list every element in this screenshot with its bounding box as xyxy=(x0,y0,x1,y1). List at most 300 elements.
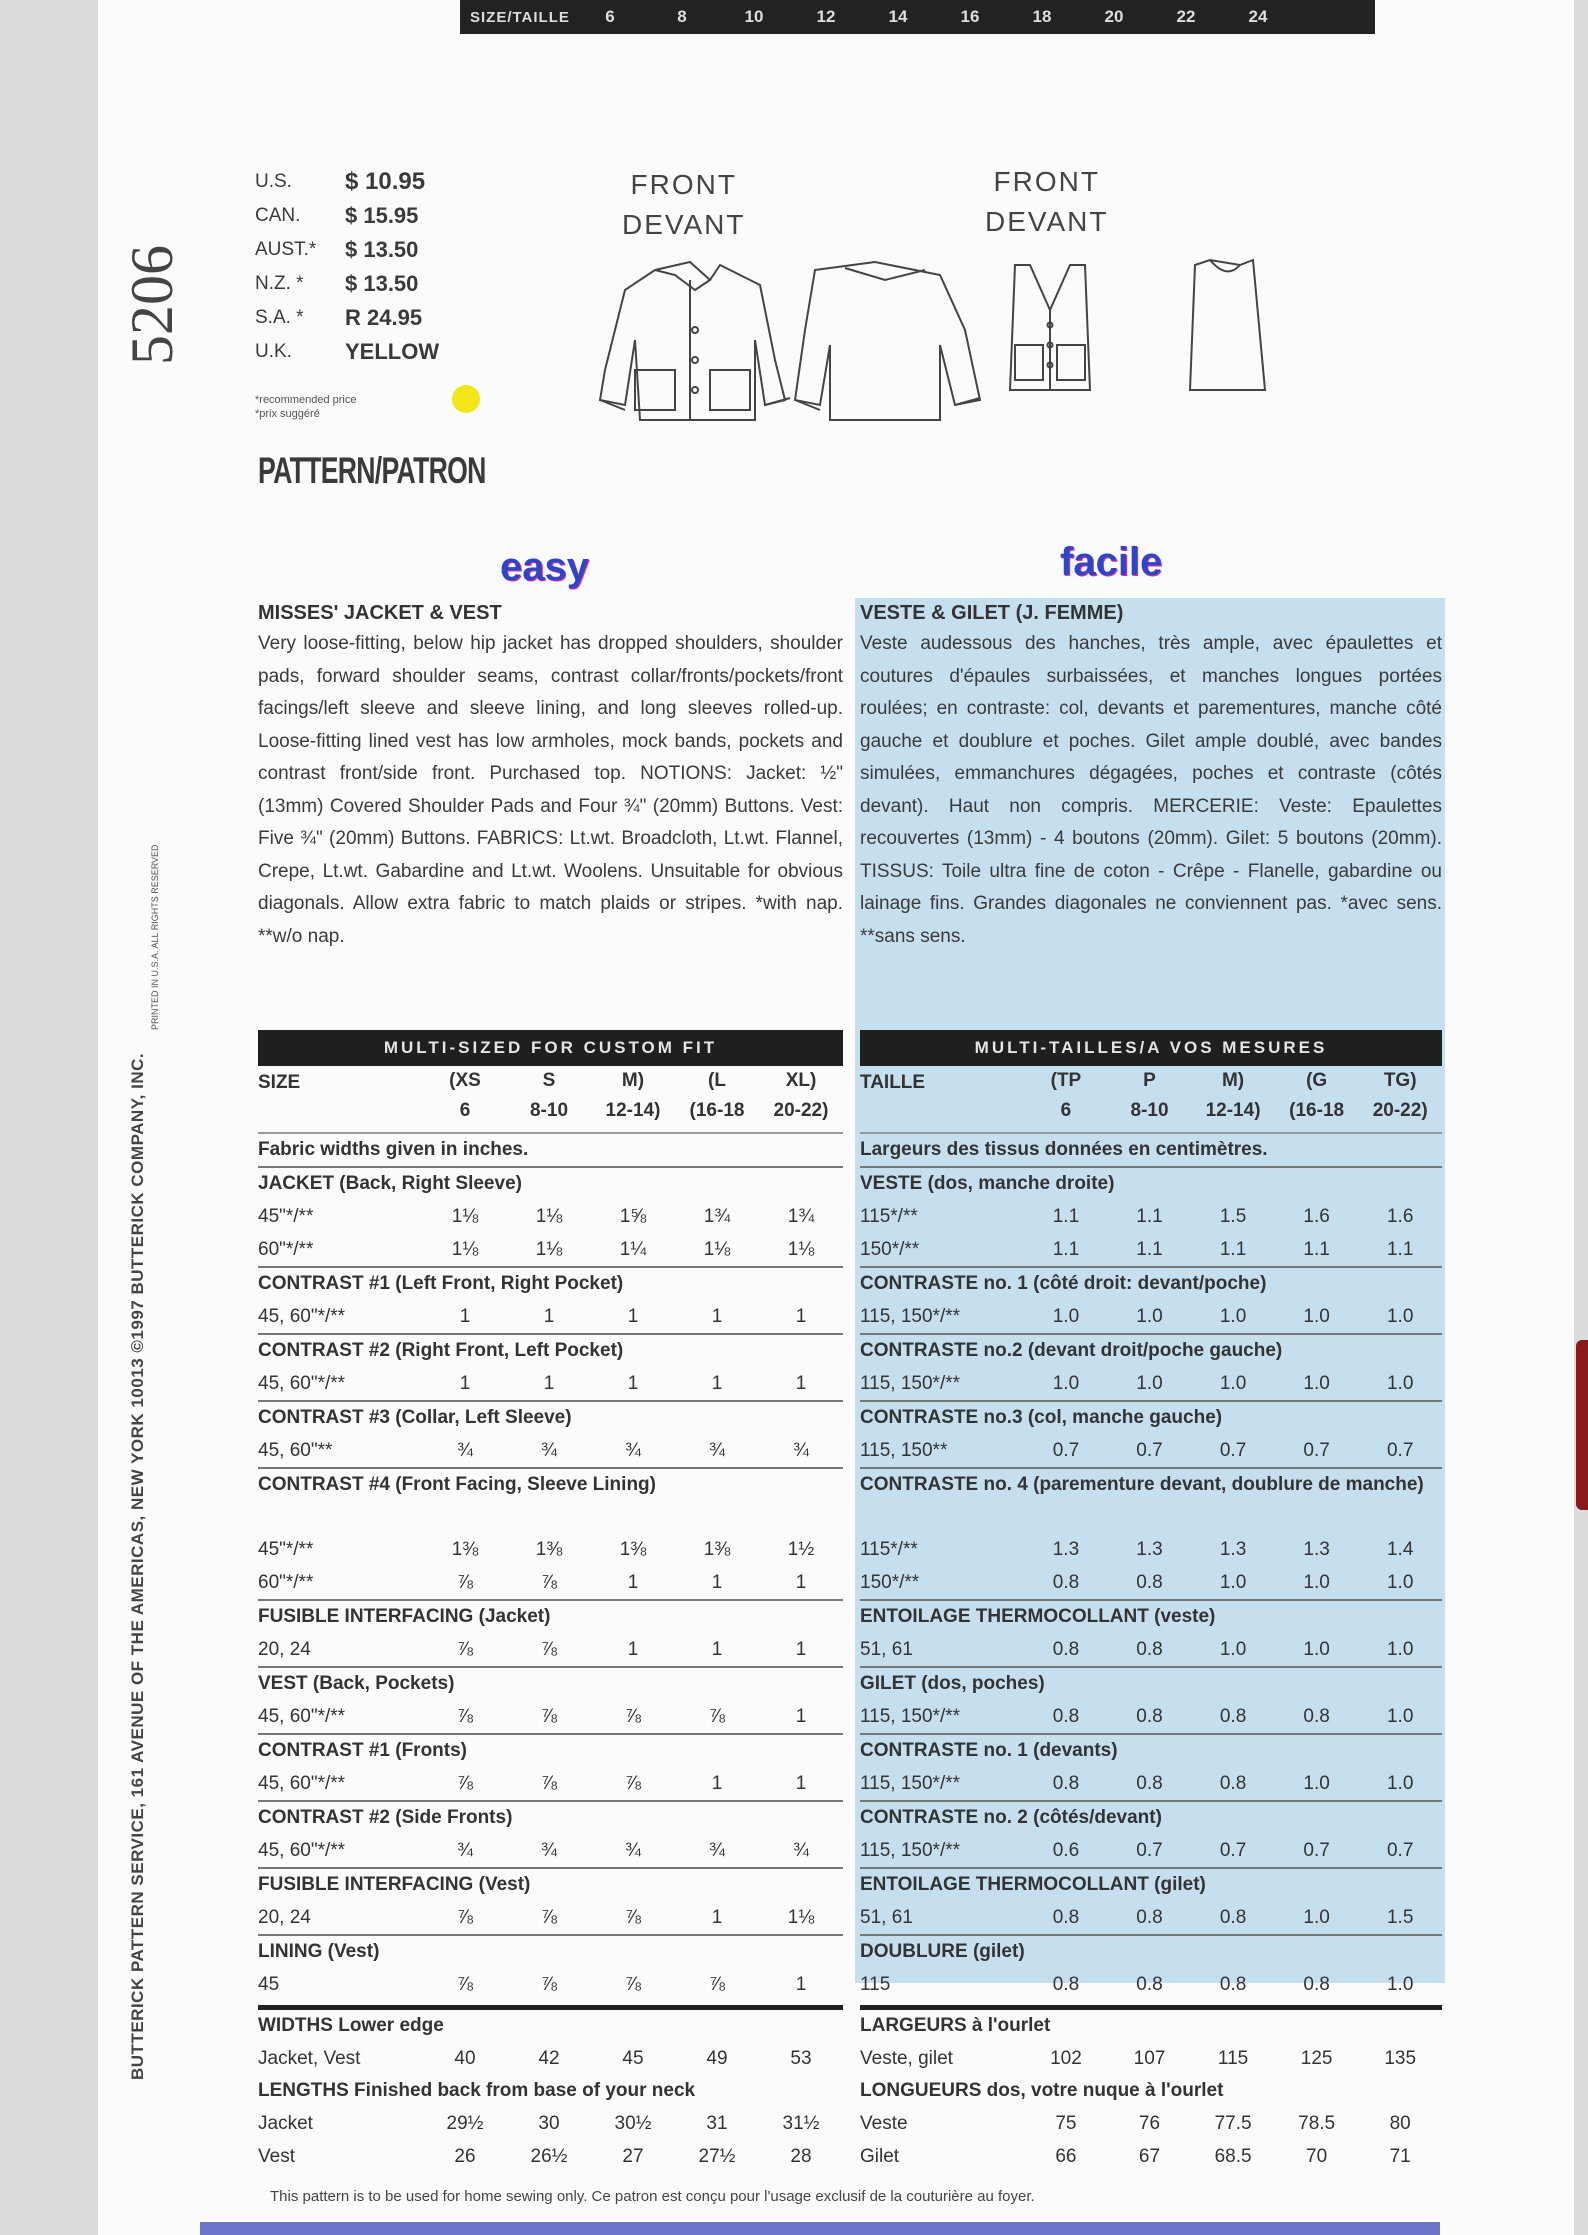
yardage-value: 1 xyxy=(795,1638,807,1660)
widths-value: 107 xyxy=(1133,2047,1166,2069)
lengths-label: Veste xyxy=(860,2112,908,2134)
yardage-row xyxy=(258,1767,843,1800)
price-country: U.S. xyxy=(255,171,292,192)
yardage-value: 1.0 xyxy=(1386,1372,1414,1394)
yardage-value: 1¾ xyxy=(787,1205,815,1227)
widths-value: 115 xyxy=(1217,2047,1249,2069)
yardage-value: 1 xyxy=(711,1772,723,1794)
lengths-label: Vest xyxy=(258,2145,295,2167)
yardage-value: ⅞ xyxy=(541,1906,557,1928)
yardage-value: 1 xyxy=(627,1638,639,1660)
yardage-value: 1.6 xyxy=(1303,1205,1330,1227)
yardage-section-title: FUSIBLE INTERFACING (Vest) xyxy=(258,1867,843,1901)
lengths-row xyxy=(860,2140,1442,2173)
yardage-value: ¾ xyxy=(709,1839,725,1861)
lengths-value: 31½ xyxy=(782,2112,820,2134)
lengths-row xyxy=(258,2140,843,2173)
yardage-row xyxy=(860,1533,1442,1566)
yardage-value: 0.8 xyxy=(1052,1638,1080,1660)
lengths-value: 71 xyxy=(1389,2145,1411,2167)
size-header-cell xyxy=(675,1066,759,1132)
yardage-section-title: DOUBLURE (gilet) xyxy=(860,1934,1442,1968)
yardage-value: 1.3 xyxy=(1052,1538,1080,1560)
size-code: (G xyxy=(1306,1070,1328,1091)
yardage-value: 1 xyxy=(795,1705,807,1727)
yardage-value: ⅞ xyxy=(709,1705,725,1727)
size-code: TG) xyxy=(1383,1070,1417,1091)
yardage-section-title: VESTE (dos, manche droite) xyxy=(860,1166,1442,1200)
yardage-value: 1.0 xyxy=(1219,1638,1247,1660)
yardage-value: 1 xyxy=(795,1772,807,1794)
fabric-width: 45, 60"*/** xyxy=(258,1839,346,1861)
fabric-width: 20, 24 xyxy=(258,1906,311,1928)
yardage-section-title: ENTOILAGE THERMOCOLLANT (gilet) xyxy=(860,1867,1442,1901)
yardage-value: 1⅜ xyxy=(535,1538,563,1560)
yardage-value: 1.3 xyxy=(1219,1538,1247,1560)
size-range: 12-14) xyxy=(1205,1100,1261,1121)
fabric-widths-note: Fabric widths given in inches. xyxy=(258,1139,529,1160)
fabric-width: 45, 60"** xyxy=(258,1439,333,1461)
yardage-row xyxy=(860,1700,1442,1733)
yardage-row xyxy=(258,1633,843,1666)
yardage-row xyxy=(860,1233,1442,1266)
yardage-value: 1⅛ xyxy=(787,1238,815,1260)
price-row xyxy=(255,233,439,267)
lengths-value: 27½ xyxy=(698,2145,736,2167)
size-bar-label: SIZE/TAILLE xyxy=(470,8,570,26)
table-size-header xyxy=(860,1066,1442,1134)
yardage-value: 1.0 xyxy=(1303,1772,1330,1794)
yardage-value: 0.7 xyxy=(1136,1839,1163,1861)
yardage-value: 1.1 xyxy=(1052,1205,1080,1227)
size-bar-number: 16 xyxy=(960,7,980,26)
yardage-value: 1¼ xyxy=(619,1238,647,1260)
french-description xyxy=(860,598,1442,953)
yardage-value: ⅞ xyxy=(625,1906,641,1928)
facile-badge: facile xyxy=(1060,540,1163,584)
yardage-row xyxy=(860,1200,1442,1233)
yardage-value: 1⅜ xyxy=(703,1538,731,1560)
yardage-value: 1 xyxy=(795,1571,807,1593)
yardage-row xyxy=(860,1968,1442,2001)
devant-label: DEVANT xyxy=(985,206,1109,237)
yardage-value: 0.7 xyxy=(1219,1839,1247,1861)
yardage-value: 1.1 xyxy=(1219,1238,1247,1260)
lengths-value: 75 xyxy=(1055,2112,1077,2134)
yardage-value: 1⅛ xyxy=(787,1906,815,1928)
yardage-table-french xyxy=(860,1030,1442,2173)
size-range: 8-10 xyxy=(529,1100,569,1121)
size-code: (XS xyxy=(449,1070,481,1091)
lengths-label: Gilet xyxy=(860,2145,900,2167)
yardage-value: 1⅛ xyxy=(451,1238,479,1260)
size-header-cell xyxy=(1191,1066,1275,1132)
size-code: S xyxy=(542,1070,556,1091)
yardage-row xyxy=(258,1901,843,1934)
fabric-width: 51, 61 xyxy=(860,1906,913,1928)
size-range: 6 xyxy=(459,1100,471,1121)
yardage-value: 1.0 xyxy=(1052,1372,1080,1394)
yardage-value: 0.7 xyxy=(1303,1439,1330,1461)
yardage-value: 0.8 xyxy=(1303,1973,1330,1995)
yardage-value: 1.1 xyxy=(1303,1238,1330,1260)
yardage-section-title: GILET (dos, poches) xyxy=(860,1666,1442,1700)
yardage-value: 1⅜ xyxy=(619,1538,647,1560)
lengths-value: 30½ xyxy=(614,2112,652,2134)
yardage-value: 1.0 xyxy=(1303,1305,1330,1327)
yardage-value: 1 xyxy=(711,1571,723,1593)
yardage-value: 0.8 xyxy=(1136,1705,1163,1727)
yardage-value: 1.0 xyxy=(1303,1906,1330,1928)
yardage-value: 1.6 xyxy=(1386,1205,1414,1227)
size-range: (16-18 xyxy=(689,1100,745,1121)
lengths-value: 68.5 xyxy=(1214,2145,1252,2167)
jacket-sketch xyxy=(595,250,995,430)
yardage-row xyxy=(258,1566,843,1599)
yardage-value: 1.0 xyxy=(1136,1372,1163,1394)
yardage-value: 0.8 xyxy=(1136,1906,1163,1928)
lengths-value: 28 xyxy=(790,2145,812,2167)
fabric-width: 60"*/** xyxy=(258,1238,314,1260)
yardage-value: 1 xyxy=(459,1305,471,1327)
yardage-value: 0.8 xyxy=(1052,1772,1080,1794)
vest-sketch xyxy=(995,250,1295,410)
yardage-value: 0.8 xyxy=(1136,1973,1163,1995)
yardage-value: ¾ xyxy=(793,1839,809,1861)
front-label: FRONT xyxy=(993,166,1100,197)
yardage-section-title: ENTOILAGE THERMOCOLLANT (veste) xyxy=(860,1599,1442,1633)
yardage-value: 0.8 xyxy=(1052,1705,1080,1727)
yardage-row xyxy=(860,1633,1442,1666)
yardage-value: ⅞ xyxy=(709,1973,725,1995)
price-value: R 24.95 xyxy=(345,305,423,330)
pattern-label: PATTERN/PATRON xyxy=(258,450,486,491)
price-country: S.A. * xyxy=(255,307,304,328)
yardage-row xyxy=(860,1434,1442,1467)
yardage-row xyxy=(258,1700,843,1733)
yardage-section-title: LINING (Vest) xyxy=(258,1934,843,1968)
lengths-value: 77.5 xyxy=(1214,2112,1252,2134)
yardage-value: 0.8 xyxy=(1219,1906,1247,1928)
yardage-value: 1.0 xyxy=(1219,1571,1247,1593)
yardage-value: 1 xyxy=(543,1305,555,1327)
widths-value: 42 xyxy=(538,2047,560,2069)
yardage-section-title: JACKET (Back, Right Sleeve) xyxy=(258,1166,843,1200)
yardage-value: 0.7 xyxy=(1303,1839,1330,1861)
widths-title: LARGEURS à l'ourlet xyxy=(860,2005,1442,2042)
yardage-value: 1 xyxy=(711,1372,723,1394)
yardage-value: ¾ xyxy=(709,1439,725,1461)
yardage-row xyxy=(860,1300,1442,1333)
size-bar xyxy=(460,0,1375,34)
front-label: FRONT xyxy=(630,169,737,200)
widths-label: Veste, gilet xyxy=(860,2047,953,2069)
yardage-value: 1 xyxy=(627,1571,639,1593)
price-row xyxy=(255,301,439,335)
yardage-value: 1 xyxy=(627,1305,639,1327)
yardage-value: ⅞ xyxy=(457,1638,473,1660)
yardage-value: ¾ xyxy=(625,1439,641,1461)
yardage-value: 0.8 xyxy=(1136,1772,1163,1794)
widths-value: 135 xyxy=(1384,2047,1417,2069)
fabric-width: 60"*/** xyxy=(258,1571,314,1593)
yardage-value: 1.0 xyxy=(1052,1305,1080,1327)
yardage-value: 1½ xyxy=(787,1538,815,1560)
yardage-section-title: CONTRAST #1 (Left Front, Right Pocket) xyxy=(258,1266,843,1300)
fabric-width: 115, 150*/** xyxy=(860,1839,961,1861)
lengths-row xyxy=(860,2107,1442,2140)
yardage-value: 0.8 xyxy=(1052,1571,1080,1593)
widths-value: 53 xyxy=(790,2047,812,2069)
yardage-row xyxy=(258,1533,843,1566)
widths-value: 40 xyxy=(454,2047,476,2069)
yardage-value: 0.7 xyxy=(1136,1439,1163,1461)
yardage-value: 0.8 xyxy=(1136,1638,1163,1660)
lengths-label: Jacket xyxy=(258,2112,313,2134)
yardage-value: ⅞ xyxy=(457,1571,473,1593)
pattern-number: 5206 xyxy=(119,245,185,365)
yardage-value: 1.0 xyxy=(1303,1372,1330,1394)
yardage-value: 0.7 xyxy=(1052,1439,1080,1461)
publisher-line: BUTTERICK PATTERN SERVICE, 161 AVENUE OF THE AMERICAS, NEW YORK 10013 ©1997 BUTTERICK COMPANY, INC. xyxy=(128,1052,147,2080)
yardage-section-title: CONTRASTE no.3 (col, manche gauche) xyxy=(860,1400,1442,1434)
lengths-value: 27 xyxy=(622,2145,644,2167)
yardage-value: ¾ xyxy=(541,1839,557,1861)
french-description-text: Veste audessous des hanches, très ample, avec épaulettes et coutures d'épaules surbaissées, et manches longues portées roulées; en contraste: col, devants et parementures, manche côté gauche et doublure et poches. Gilet ample doublé, avec bandes simulées, emmanchures dégagées, poches et contraste (côtés devant). Haut non compris. MERCERIE: Veste: Epaulettes recouvertes (13mm) - 4 boutons (20mm). Gilet: 5 boutons (20mm). TISSUS: Toile ultra fine de coton - Crêpe - Flanelle, gabardine ou lainage fins. Grandes diagonales ne conviennent pas. *avec sens. **sans sens. xyxy=(860,633,1442,947)
size-range: 8-10 xyxy=(1130,1100,1169,1121)
fabric-width: 115, 150*/** xyxy=(860,1705,961,1727)
yardage-value: ⅞ xyxy=(541,1638,557,1660)
fabric-widths-note: Largeurs des tissus données en centimètres. xyxy=(860,1139,1268,1160)
fabric-width: 150*/** xyxy=(860,1571,920,1593)
lengths-value: 31 xyxy=(706,2112,728,2134)
yardage-value: 1 xyxy=(627,1372,639,1394)
fabric-width: 45, 60"*/** xyxy=(258,1772,346,1794)
yardage-value: ⅞ xyxy=(625,1705,641,1727)
yardage-value: 1.5 xyxy=(1219,1205,1247,1227)
yardage-value: ¾ xyxy=(457,1439,473,1461)
size-header-cell xyxy=(1024,1066,1108,1132)
lengths-row xyxy=(258,2107,843,2140)
fabric-width: 150*/** xyxy=(860,1238,920,1260)
yardage-value: ⅞ xyxy=(541,1705,557,1727)
yardage-section-title: VEST (Back, Pockets) xyxy=(258,1666,843,1700)
english-title: MISSES' JACKET & VEST xyxy=(258,602,502,624)
yardage-section-title: CONTRASTE no. 4 (parementure devant, doublure de manche) xyxy=(860,1467,1442,1533)
size-bar-number: 12 xyxy=(816,7,836,26)
size-label: SIZE xyxy=(258,1072,301,1093)
fabric-width: 45, 60"*/** xyxy=(258,1372,346,1394)
size-bar-number: 6 xyxy=(605,7,615,26)
yardage-value: 1.0 xyxy=(1386,1705,1414,1727)
price-value: $ 13.50 xyxy=(345,271,419,296)
yardage-value: 0.8 xyxy=(1052,1973,1080,1995)
price-list xyxy=(255,165,439,369)
fabric-width: 115, 150*/** xyxy=(860,1305,961,1327)
english-description xyxy=(258,598,843,953)
yardage-section-title: CONTRAST #2 (Right Front, Left Pocket) xyxy=(258,1333,843,1367)
yardage-value: 1⅛ xyxy=(703,1238,731,1260)
yardage-row xyxy=(258,1367,843,1400)
yardage-value: 0.8 xyxy=(1136,1571,1163,1593)
size-bar-number: 22 xyxy=(1176,7,1196,26)
size-header-cell xyxy=(1275,1066,1359,1132)
yardage-section-title: FUSIBLE INTERFACING (Jacket) xyxy=(258,1599,843,1633)
size-bar-number: 20 xyxy=(1104,7,1124,26)
french-title: VESTE & GILET (J. FEMME) xyxy=(860,602,1124,624)
yardage-value: ¾ xyxy=(541,1439,557,1461)
widths-label: Jacket, Vest xyxy=(258,2047,361,2069)
devant-label: DEVANT xyxy=(622,209,746,240)
yardage-value: 1.3 xyxy=(1136,1538,1163,1560)
widths-row xyxy=(860,2042,1442,2075)
footer-note: This pattern is to be used for home sewing only. Ce patron est conçu pour l'usage exclusif de la couturière au foyer. xyxy=(270,2188,1035,2205)
price-row xyxy=(255,267,439,301)
size-code: XL) xyxy=(785,1070,817,1091)
yardage-value: 1 xyxy=(711,1305,723,1327)
yardage-value: 1.0 xyxy=(1386,1571,1414,1593)
yardage-row xyxy=(860,1901,1442,1934)
yardage-value: 0.7 xyxy=(1386,1439,1414,1461)
yardage-value: 1.0 xyxy=(1386,1973,1414,1995)
yardage-value: 0.8 xyxy=(1303,1705,1330,1727)
size-bar-sizes xyxy=(574,7,1294,27)
price-country: CAN. xyxy=(255,205,301,226)
fabric-width: 115 xyxy=(860,1973,891,1995)
yardage-row xyxy=(860,1834,1442,1867)
size-code: M) xyxy=(621,1070,645,1091)
yardage-value: ⅞ xyxy=(457,1973,473,1995)
yardage-value: ⅞ xyxy=(625,1973,641,1995)
yardage-value: 1.1 xyxy=(1136,1205,1163,1227)
publisher-fine-print: PRINTED IN U.S.A. ALL RIGHTS RESERVED xyxy=(150,844,160,1030)
size-header-cell xyxy=(423,1066,507,1132)
yardage-value: ⅞ xyxy=(457,1705,473,1727)
yardage-value: ⅞ xyxy=(625,1772,641,1794)
yardage-value: ⅞ xyxy=(541,1973,557,1995)
yardage-row xyxy=(258,1300,843,1333)
lengths-value: 80 xyxy=(1389,2112,1411,2134)
yardage-value: ⅞ xyxy=(457,1906,473,1928)
size-header-cell xyxy=(591,1066,675,1132)
yardage-value: 1.1 xyxy=(1386,1238,1414,1260)
bottom-color-strip xyxy=(200,2222,1440,2235)
yardage-value: 0.8 xyxy=(1219,1772,1247,1794)
yardage-section-title: CONTRAST #1 (Fronts) xyxy=(258,1733,843,1767)
yardage-section-title: CONTRASTE no. 1 (côté droit: devant/poche) xyxy=(860,1266,1442,1300)
fabric-width: 115*/** xyxy=(860,1538,918,1560)
fabric-width: 45 xyxy=(258,1973,280,1995)
price-country: N.Z. * xyxy=(255,273,304,294)
fabric-width: 20, 24 xyxy=(258,1638,311,1660)
yardage-value: 1.3 xyxy=(1303,1538,1330,1560)
size-code: (TP xyxy=(1050,1070,1082,1091)
price-value: YELLOW xyxy=(345,339,440,364)
yardage-value: 1.0 xyxy=(1303,1571,1330,1593)
size-code: (L xyxy=(708,1070,726,1091)
price-country: U.K. xyxy=(255,341,292,362)
yardage-value: 1 xyxy=(795,1973,807,1995)
fabric-width: 115*/** xyxy=(860,1205,918,1227)
yardage-section-title: CONTRASTE no. 1 (devants) xyxy=(860,1733,1442,1767)
size-code: P xyxy=(1143,1070,1156,1091)
size-header-cell xyxy=(1358,1066,1442,1132)
widths-value: 102 xyxy=(1050,2047,1082,2069)
yardage-value: 0.6 xyxy=(1052,1839,1080,1861)
fabric-width: 45"*/** xyxy=(258,1205,314,1227)
price-row xyxy=(255,199,439,233)
fabric-width: 45, 60"*/** xyxy=(258,1705,346,1727)
price-value: $ 15.95 xyxy=(345,203,419,228)
size-header-cell xyxy=(759,1066,843,1132)
yardage-section-title: CONTRASTE no. 2 (côtés/devant) xyxy=(860,1800,1442,1834)
price-row xyxy=(255,165,439,199)
yardage-value: 1.5 xyxy=(1386,1906,1414,1928)
yardage-value: 1⅛ xyxy=(451,1205,479,1227)
price-value: $ 13.50 xyxy=(345,237,419,262)
yardage-value: 1.1 xyxy=(1052,1238,1080,1260)
yardage-value: ⅞ xyxy=(457,1772,473,1794)
size-bar-number: 24 xyxy=(1248,7,1268,26)
table-banner: MULTI-TAILLES/A VOS MESURES xyxy=(860,1030,1442,1066)
fabric-width: 45"*/** xyxy=(258,1538,314,1560)
yardage-value: 1⅛ xyxy=(535,1238,563,1260)
widths-title: WIDTHS Lower edge xyxy=(258,2005,843,2042)
price-value: $ 10.95 xyxy=(345,168,426,195)
yardage-value: ⅞ xyxy=(541,1772,557,1794)
yardage-value: 0.7 xyxy=(1219,1439,1247,1461)
lengths-title: LONGUEURS dos, votre nuque à l'ourlet xyxy=(860,2080,1224,2101)
yardage-value: ⅞ xyxy=(541,1571,557,1593)
fabric-width: 45, 60"*/** xyxy=(258,1305,346,1327)
lengths-value: 29½ xyxy=(446,2112,484,2134)
yardage-value: ¾ xyxy=(457,1839,473,1861)
size-bar-number: 14 xyxy=(888,7,908,26)
lengths-value: 66 xyxy=(1055,2145,1077,2167)
fabric-width: 115, 150*/** xyxy=(860,1772,961,1794)
size-range: 20-22) xyxy=(773,1100,829,1121)
fabric-width: 115, 150*/** xyxy=(860,1372,961,1394)
yardage-value: 0.8 xyxy=(1219,1705,1247,1727)
yardage-value: ¾ xyxy=(793,1439,809,1461)
yardage-value: 1⅛ xyxy=(535,1205,563,1227)
yardage-value: 1 xyxy=(459,1372,471,1394)
lengths-value: 70 xyxy=(1306,2145,1328,2167)
lengths-value: 26½ xyxy=(530,2145,568,2167)
size-range: 20-22) xyxy=(1372,1100,1428,1121)
lengths-title: LENGTHS Finished back from base of your neck xyxy=(258,2080,696,2101)
yardage-section-title: CONTRAST #2 (Side Fronts) xyxy=(258,1800,843,1834)
size-range: 6 xyxy=(1060,1100,1072,1121)
widths-value: 125 xyxy=(1300,2047,1333,2069)
yardage-value: 0.8 xyxy=(1219,1973,1247,1995)
size-label: TAILLE xyxy=(860,1072,926,1093)
yardage-row xyxy=(860,1566,1442,1599)
yardage-value: 1⅝ xyxy=(619,1205,647,1227)
yellow-price-dot xyxy=(452,385,480,413)
yardage-value: 1.0 xyxy=(1219,1372,1247,1394)
front-label-jacket xyxy=(622,165,746,245)
yardage-row xyxy=(258,1434,843,1467)
yardage-value: 1.0 xyxy=(1219,1305,1247,1327)
yardage-value: 1.0 xyxy=(1303,1638,1330,1660)
yardage-row xyxy=(258,1200,843,1233)
widths-row xyxy=(258,2042,843,2075)
english-description-text: Very loose-fitting, below hip jacket has dropped shoulders, shoulder pads, forward shoulder seams, contrast collar/fronts/pockets/front facings/left sleeve and sleeve lining, and long sleeves rolled-up. Loose-fitting lined vest has low armholes, mock bands, pockets and contrast front/side front. Purchased top. NOTIONS: Jacket: ½" (13mm) Covered Shoulder Pads and Four ¾" (20mm) Buttons. Vest: Five ¾" (20mm) Buttons. FABRICS: Lt.wt. Broadcloth, Lt.wt. Flannel, Crepe, Lt.wt. Gabardine and Lt.wt. Woolens. Unsuitable for obvious diagonals. Allow extra fabric to match plaids or stripes. *with nap. **w/o nap. xyxy=(258,633,843,947)
yardage-value: 1 xyxy=(543,1372,555,1394)
size-header-cell xyxy=(507,1066,591,1132)
lengths-value: 26 xyxy=(454,2145,476,2167)
